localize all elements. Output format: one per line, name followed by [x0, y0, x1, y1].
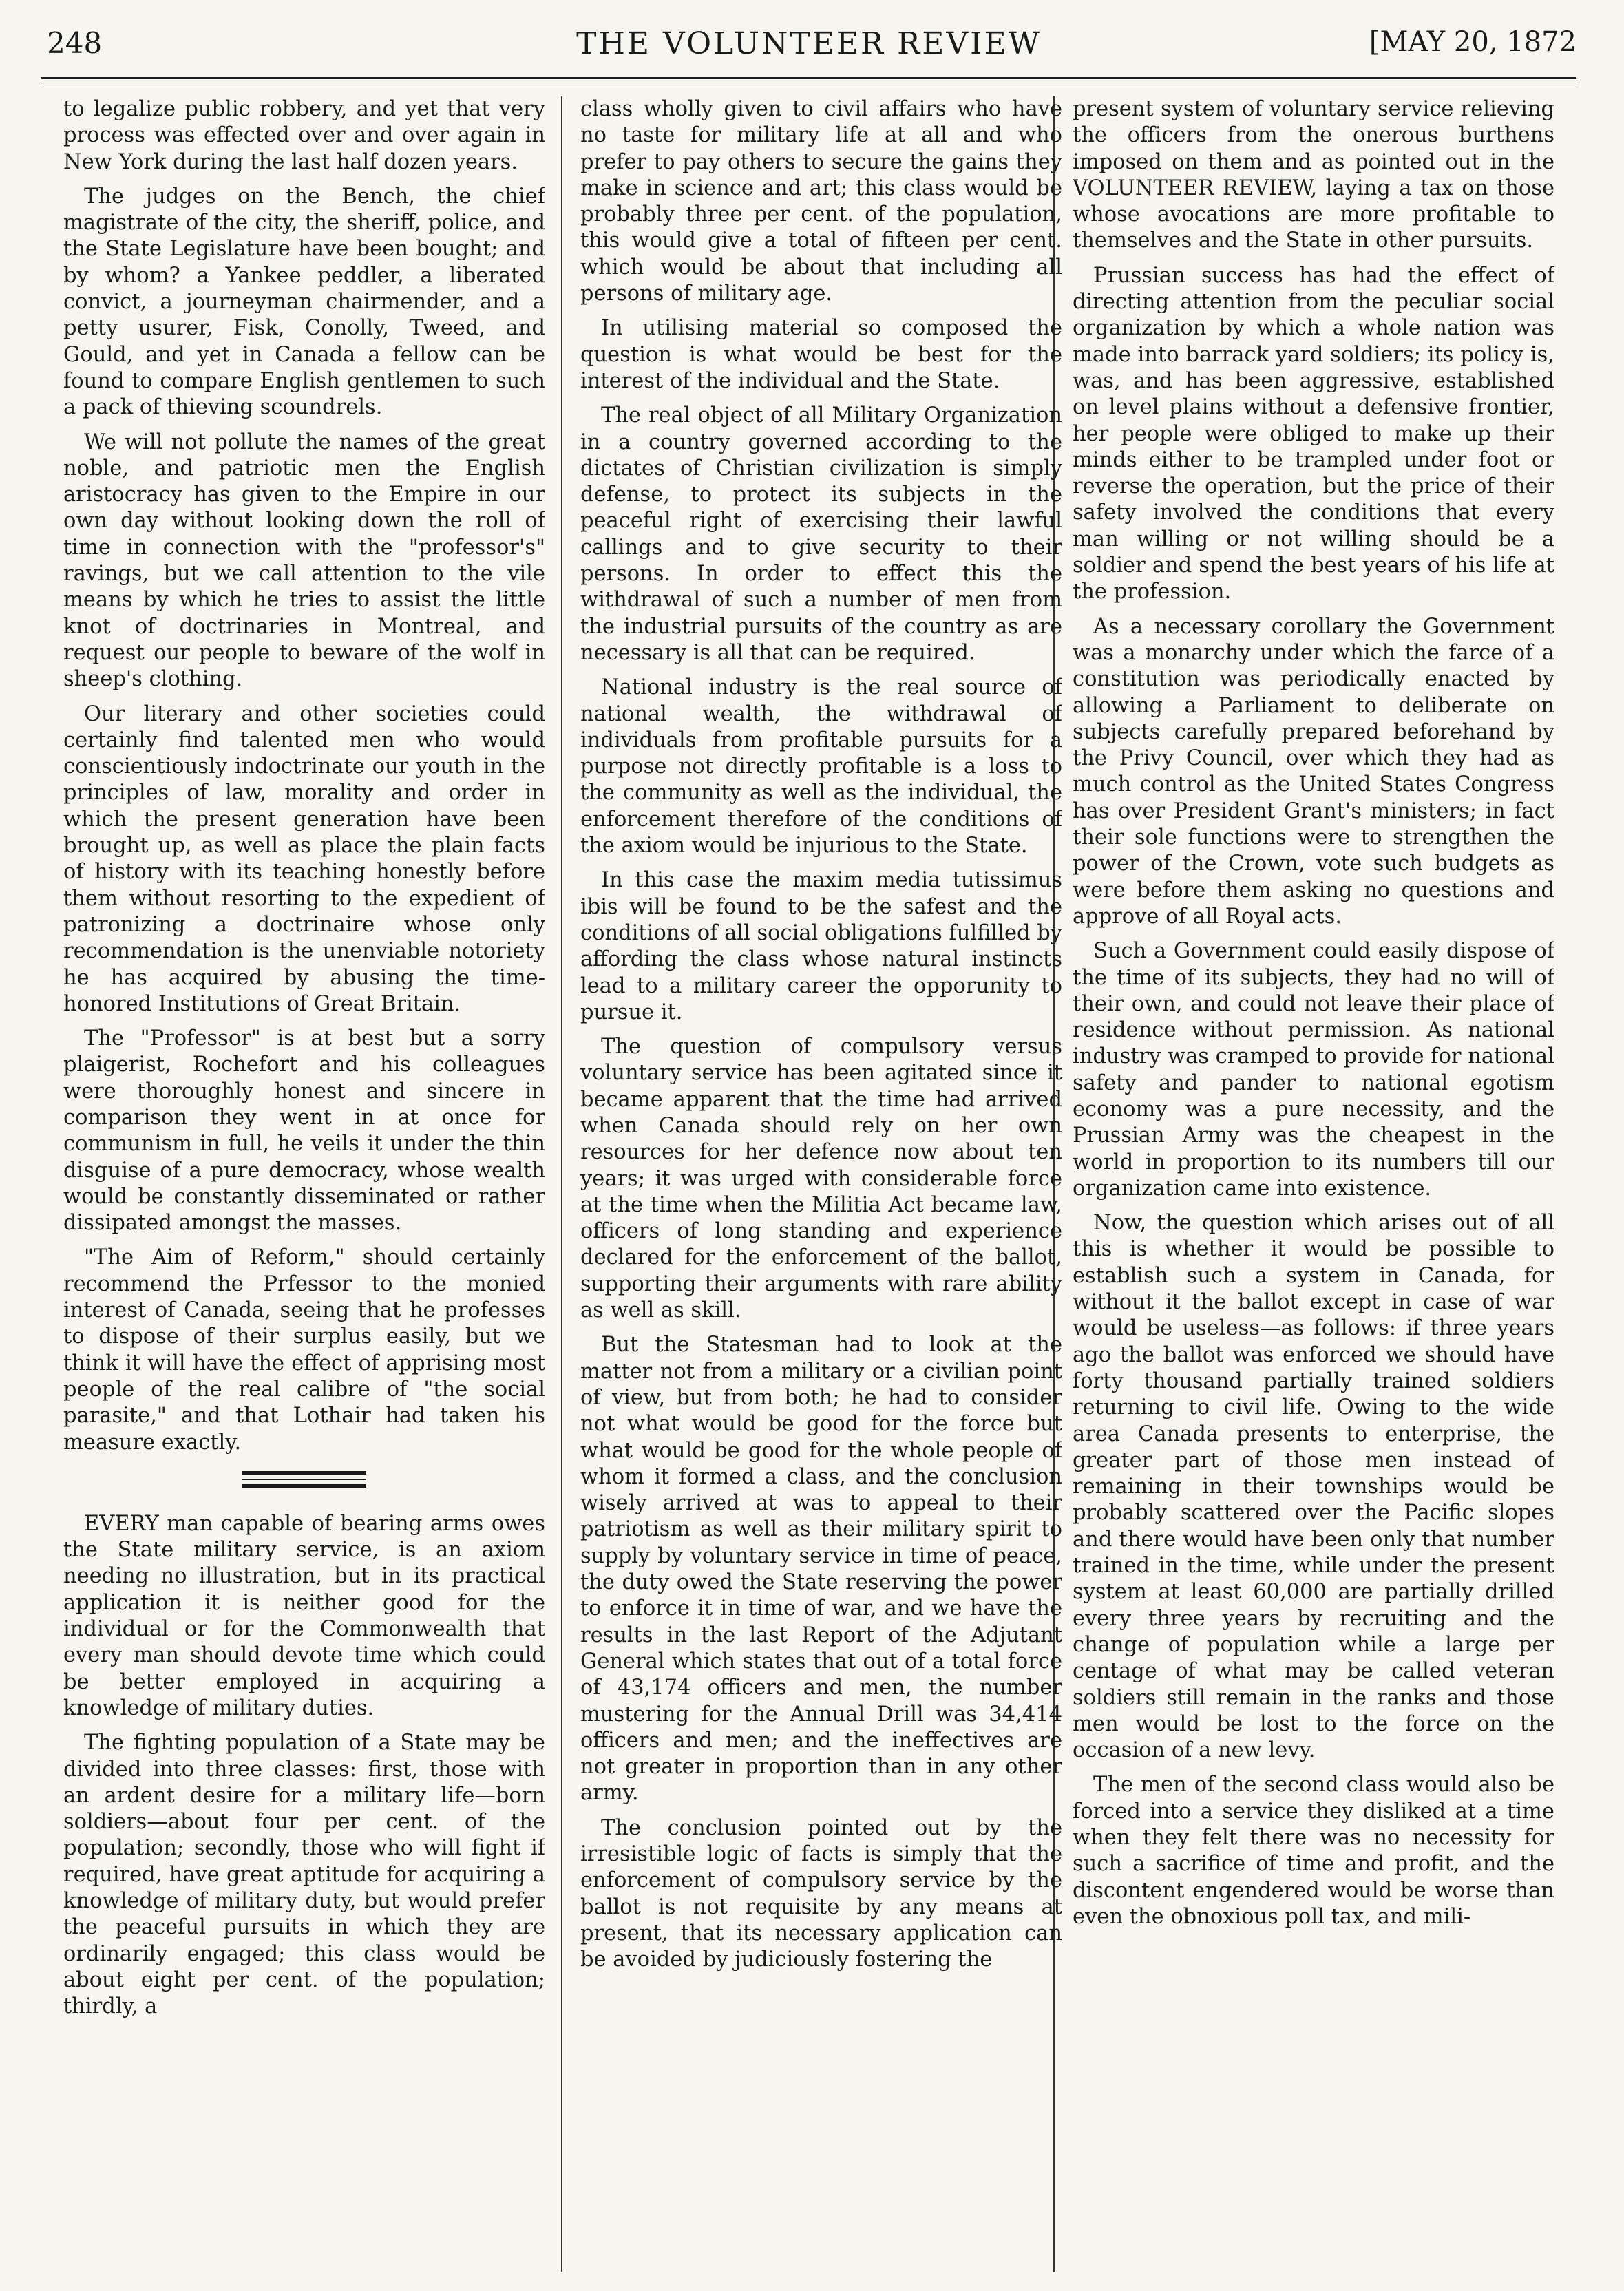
column-divider	[561, 96, 562, 2272]
article-separator-rule	[242, 1471, 366, 1488]
column-3	[1073, 96, 1554, 2272]
paragraph: The judges on the Bench, the chief magistrate of the city, the sheriff, police, and the State Legislature have been bought; and by whom? a Yankee peddler, a liberated convict, a journeyman chairmender, and a petty usurer, Fisk, Conolly, Tweed, and Gould, and yet in Canada a fellow can be found to compare English gentlemen to such a pack of thieving scoundrels.	[63, 184, 545, 420]
paragraph: class wholly given to civil affairs who have no taste for military life at all and who prefer to pay others to secure the gains they make in science and art; this class would be probably three per cent. of the population, this would give a total of fifteen per cent. which would be about that including all persons of military age.	[580, 97, 1062, 306]
paragraph: The fighting population of a State may be divided into three classes: first, those with an ardent desire for a military life—born soldiers—about four per cent. of the population; secondly, those who will fight if required, have great aptitude for acquiring a knowledge of military duty, but would prefer the peaceful pursuits in which they are ordinarily engaged; this class would be about eight per cent. of the population; thirdly, a	[63, 1731, 545, 2019]
masthead-title: THE VOLUNTEER REVIEW	[576, 26, 1042, 61]
paragraph: We will not pollute the names of the great noble, and patriotic men the English aristocracy has given to the Empire in our own day without looking down the roll of time in connection with the "professor's" ravings, but we call attention to the vile means by which he tries to assist the little knot of doctrinaries in Montreal, and request our people to beware of the wolf in sheep's clothing.	[63, 430, 545, 692]
header-rule	[41, 77, 1576, 79]
paragraph: In this case the maxim media tutissimus ibis will be found to be the safest and the conditions of all social obligations fulfilled by affording the class whose natural instincts lead to a military career the opporunity to pursue it.	[580, 868, 1062, 1024]
paragraph: The conclusion pointed out by the irresistible logic of facts is simply that the enforcement of compulsory service by the ballot is not requisite by any means at present, that its necessary application can be avoided by judiciously fostering the	[580, 1815, 1062, 1972]
column-1	[63, 96, 545, 2272]
page-number: 248	[47, 26, 103, 60]
paragraph: The question of compulsory versus voluntary service has been agitated since it became apparent that the time had arrived when Canada should rely on her own resources for her defence now about ten years; it was urged with considerable force at the time when the Militia Act became law, officers of long standing and experience declared for the enforcement of the ballot, supporting their arguments with rare ability as well as skill.	[580, 1035, 1062, 1323]
paragraph: Such a Government could easily dispose of the time of its subjects, they had no will of their own, and could not leave their place of residence without permission. As national industry was cramped to provide for national safety and pander to national egotism economy was a pure necessity, and the Prussian Army was the cheapest in the world in proportion to its numbers till our organization came into existence.	[1073, 939, 1554, 1201]
paragraph: EVERY man capable of bearing arms owes the State military service, is an axiom needing no illustration, but in its practical application it is neither good for the individual or for the Commonwealth that every man should devote time which could be better employed in acquiring a knowledge of military duties.	[63, 1511, 545, 1720]
issue-date: [MAY 20, 1872	[1369, 26, 1576, 58]
page-header	[41, 14, 1576, 83]
paragraph: Now, the question which arises out of all this is whether it would be possible to establish such a system in Canada, for without it the ballot except in case of war would be useless—as follows: if three years ago the ballot was enforced we should have forty thousand partially trained soldiers returning to civil life. Owing to the wide area Canada presents to enterprise, the greater part of those men instead of remaining in their townships would be probably scattered over the Pacific slopes and there would have been only that number trained in the time, while under the present system at least 60,000 are partially drilled every three years by recruiting and the change of population while a large per centage of what may be called veteran soldiers still remain in the ranks and those men would be lost to the force on the occasion of a new levy.	[1073, 1211, 1554, 1763]
paragraph: The men of the second class would also be forced into a service they disliked at a time when they felt there was no necessity for such a sacrifice of time and profit, and the discontent engendered would be worse than even the obnoxious poll tax, and mili-	[1073, 1773, 1554, 1929]
paragraph: As a necessary corollary the Government was a monarchy under which the farce of a constitution was periodically enacted by allowing a Parliament to deliberate on subjects carefully prepared beforehand by the Privy Council, over which they had as much control as the United States Congress has over President Grant's ministers; in fact their sole functions were to strengthen the power of the Crown, vote such budgets as were before them asking no questions and approve of all Royal acts.	[1073, 614, 1554, 929]
paragraph: The real object of all Military Organization in a country governed according to the dictates of Christian civilization is simply defense, to protect its subjects in the peaceful right of exercising their lawful callings and to give security to their persons. In order to effect this the withdrawal of such a number of men from the industrial pursuits of the country as are necessary is all that can be required.	[580, 403, 1062, 665]
paragraph: present system of voluntary service relieving the officers from the onerous burthens imposed on them and as pointed out in the VOLUNTEER REVIEW, laying a tax on those whose avocations are more profitable to themselves and the State in other pursuits.	[1073, 97, 1554, 253]
paragraph: In utilising material so composed the question is what would be best for the interest of the individual and the State.	[580, 316, 1062, 393]
column-2	[580, 96, 1062, 2272]
paragraph: Prussian success has had the effect of directing attention from the peculiar social organization by which a whole nation was made into barrack yard soldiers; its policy is, was, and has been aggressive, established on level plains without a defensive frontier, her people were obliged to make up their minds either to be trampled under foot or reverse the operation, but the price of their safety involved the conditions that every man willing or not willing should be a soldier and spend the best years of his life at the profession.	[1073, 263, 1554, 604]
paragraph: National industry is the real source of national wealth, the withdrawal of individuals from profitable pursuits for a purpose not directly profitable is a loss to the community as well as the individual, the enforcement therefore of the conditions of the axiom would be injurious to the State.	[580, 675, 1062, 858]
paragraph: The "Professor" is at best but a sorry plaigerist, Rochefort and his colleagues were thoroughly honest and sincere in comparison they went in at once for communism in full, he veils it under the thin disguise of a pure democracy, whose wealth would be constantly disseminated or rather dissipated amongst the masses.	[63, 1026, 545, 1236]
paragraph: "The Aim of Reform," should certainly recommend the Prfessor to the monied interest of Canada, seeing that he professes to dispose of their surplus easily, but we think it will have the effect of apprising most people of the real calibre of "the social parasite," and that Lothair had taken his measure exactly.	[63, 1245, 545, 1455]
paragraph: to legalize public robbery, and yet that very process was effected over and over again in New York during the last half dozen years.	[63, 97, 545, 174]
paragraph: Our literary and other societies could certainly find talented men who would conscientiously indoctrinate our youth in the principles of law, morality and order in which the present generation have been brought up, as well as place the plain facts of history with its teaching honestly before them without resorting to the expedient of patronizing a doctrinaire whose only recommendation is the unenviable notoriety he has acquired by abusing the time-honored Institutions of Great Britain.	[63, 701, 545, 1016]
paragraph: But the Statesman had to look at the matter not from a military or a civilian point of view, but from both; he had to consider not what would be good for the force but what would be good for the whole people of whom it formed a class, and the conclusion wisely arrived at was to appeal to their patriotism as well as their military spirit to supply by voluntary service in time of peace, the duty owed the State reserving the power to enforce it in time of war, and we have the results in the last Report of the Adjutant General which states that out of a total force of 43,174 officers and men, the number mustering for the Annual Drill was 34,414 officers and men; and the ineffectives are not greater in proportion than in any other army.	[580, 1333, 1062, 1806]
